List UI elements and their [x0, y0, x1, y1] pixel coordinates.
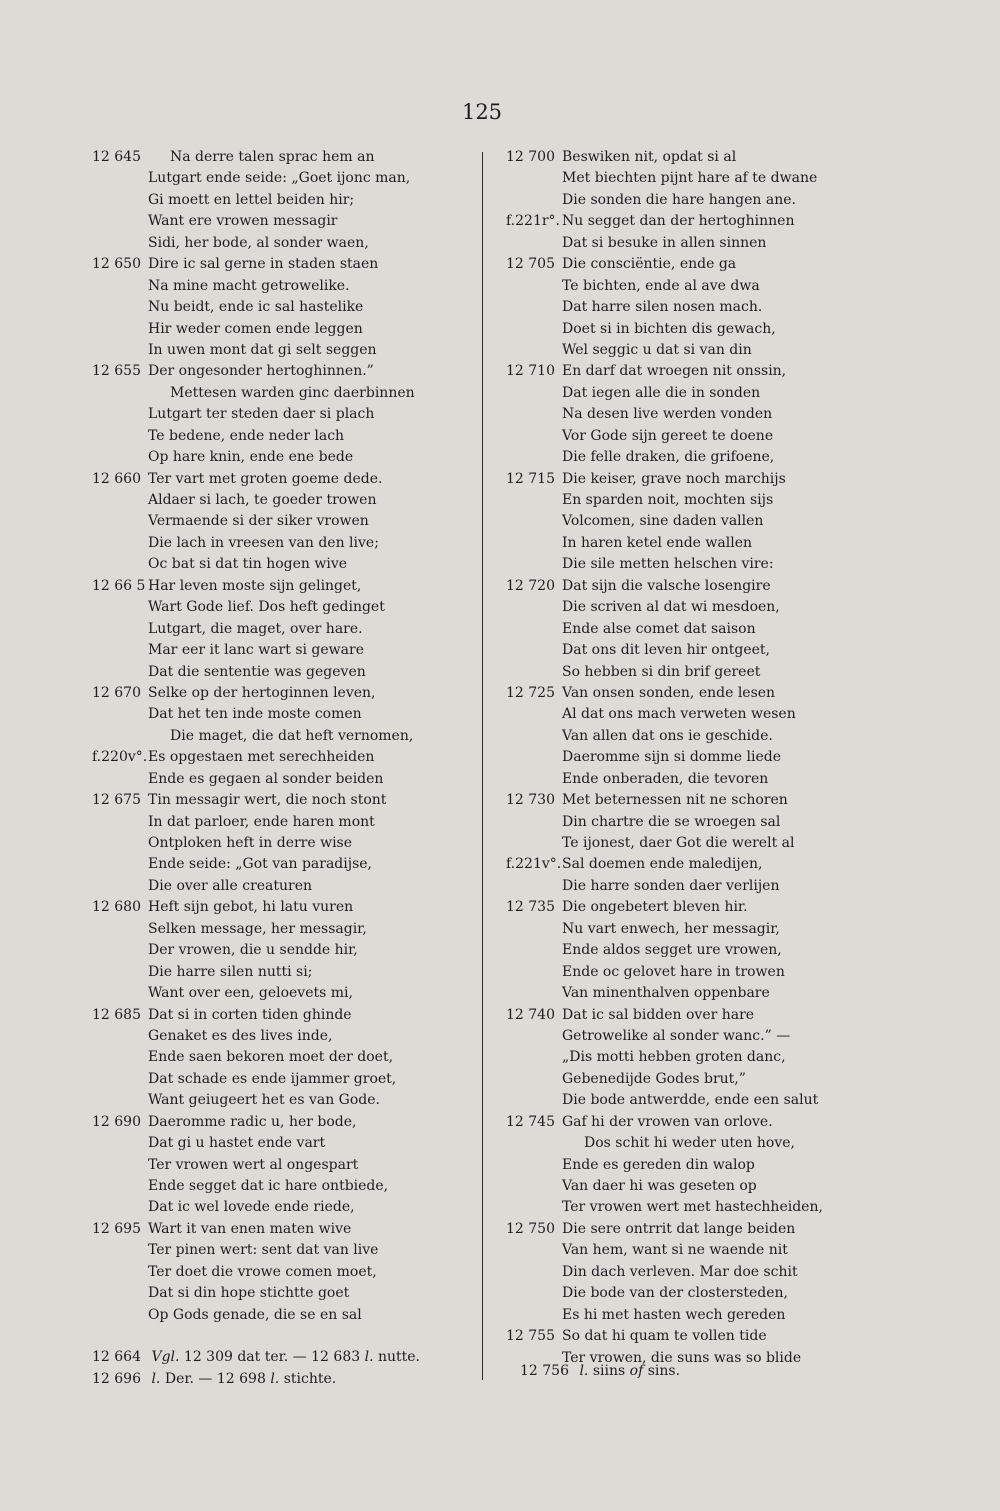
verse-text: Gi moett en lettel beiden hir;: [148, 191, 355, 208]
verse-line: [506, 1026, 926, 1047]
verse-line: [92, 704, 477, 725]
verse-line: [92, 854, 477, 875]
verse-line: [92, 233, 477, 254]
verse-text: Dat si din hope stichtte goet: [148, 1285, 350, 1302]
verse-line: [92, 254, 477, 275]
verse-line: [92, 1197, 477, 1218]
verse-line: [506, 854, 926, 875]
verse-line: [92, 983, 477, 1004]
verse-text: Die maget, die dat heft vernomen,: [170, 727, 414, 744]
verse-line: [506, 1197, 926, 1218]
verse-line: [506, 254, 926, 275]
verse-text: Al dat ons mach verweten wesen: [562, 706, 796, 723]
verse-text: Van allen dat ons ie geschide.: [562, 727, 773, 744]
verse-line: [506, 662, 926, 683]
verse-line: [92, 1133, 477, 1154]
verse-line: [92, 876, 477, 897]
verse-text: Nu segget dan der hertoghinnen: [562, 213, 795, 230]
footnote-ref: 12 756: [520, 1363, 569, 1379]
verse-line: [506, 1283, 926, 1304]
verse-text: Die harre silen nutti si;: [148, 963, 313, 980]
footnote-abbr: l.: [364, 1349, 374, 1365]
verse-line: [92, 619, 477, 640]
verse-text: Ende segget dat ic hare ontbiede,: [148, 1178, 389, 1194]
verse-line: [506, 1112, 926, 1133]
footnotes-left: [92, 1346, 420, 1390]
verse-text: Ter vrowen wert met hastechheiden,: [562, 1199, 823, 1216]
verse-line: [506, 683, 926, 704]
verse-line: [92, 426, 477, 447]
verse-text: Die lach in vreesen van den live;: [148, 534, 379, 551]
verse-text: Die bode van der clostersteden,: [562, 1285, 788, 1302]
verse-line: [506, 1133, 926, 1154]
verse-line: [92, 683, 477, 704]
verse-line: [506, 619, 926, 640]
line-number: 12 725: [506, 684, 555, 701]
verse-text: Ontploken heft in derre wise: [148, 835, 353, 851]
verse-text: Nu vart enwech, her messagir,: [562, 920, 780, 937]
verse-line: [506, 147, 926, 168]
verse-text: Aldaer si lach, te goeder trowen: [148, 492, 377, 508]
verse-line: [506, 233, 926, 254]
verse-line: [506, 940, 926, 961]
verse-text: Selke op der hertoginnen leven,: [148, 684, 376, 701]
verse-text: Dat harre silen nosen mach.: [562, 299, 763, 316]
verse-text: En darf dat wroegen nit onssin,: [562, 363, 787, 380]
verse-text: Op hare knin, ende ene bede: [148, 449, 354, 466]
verse-line: [506, 1047, 926, 1068]
verse-text: Dat die sententie was gegeven: [148, 663, 366, 680]
footnote-abbr: Vgl.: [151, 1349, 180, 1365]
verse-text: In haren ketel ende wallen: [562, 534, 752, 551]
verse-line: [92, 511, 477, 532]
verse-text: Van onsen sonden, ende lesen: [562, 684, 776, 701]
footnote: [92, 1346, 420, 1368]
verse-text: Van minenthalven oppenbare: [562, 985, 770, 1002]
verse-line: [506, 640, 926, 661]
verse-text: Dat het ten inde moste comen: [148, 706, 362, 723]
page-number: 125: [461, 100, 503, 124]
verse-text: Dat si besuke in allen sinnen: [562, 234, 767, 251]
verse-text: Ende aldos segget ure vrowen,: [562, 942, 782, 959]
verse-line: [506, 962, 926, 983]
verse-line: [92, 962, 477, 983]
line-number: 12 670: [92, 684, 141, 701]
verse-line: [506, 361, 926, 382]
verse-text: Tin messagir wert, die noch stont: [148, 792, 387, 809]
verse-text: Wart Gode lief. Dos heft gedinget: [148, 599, 385, 616]
verse-text: Lutgart ter steden daer si plach: [148, 406, 375, 423]
verse-text: Want geiugeert het es van Gode.: [148, 1092, 380, 1109]
verse-line: [506, 447, 926, 468]
verse-text: Die consciëntie, ende ga: [562, 256, 737, 273]
verse-text: Ende seide: „Got van paradijse,: [148, 856, 373, 873]
verse-text: Lutgart ende seide: „Goet ijonc man,: [148, 170, 411, 187]
verse-text: Dat schade es ende ijammer groet,: [148, 1070, 397, 1087]
verse-text: Dat si in corten tiden ghinde: [148, 1006, 352, 1023]
line-number: 12 650: [92, 256, 141, 273]
verse-text: Nu beidt, ende ic sal hastelike: [148, 299, 364, 316]
verse-text: „Dis motti hebben groten danc,: [562, 1049, 786, 1066]
verse-line: [92, 490, 477, 511]
line-number: 12 645: [92, 149, 141, 165]
verse-line: [506, 1240, 926, 1261]
verse-line: [92, 469, 477, 490]
verse-text: Sal doemen ende maledijen,: [562, 856, 763, 873]
line-number: 12 745: [506, 1113, 555, 1130]
verse-line: [92, 576, 477, 597]
verse-text: Dat gi u hastet ende vart: [148, 1135, 326, 1152]
verse-text: Dat ic wel lovede ende riede,: [148, 1199, 355, 1216]
verse-text: Na desen live werden vonden: [562, 406, 773, 423]
verse-line: [506, 276, 926, 297]
verse-line: [506, 576, 926, 597]
verse-line: [506, 1155, 926, 1176]
line-number: 12 660: [92, 470, 141, 487]
footnote-abbr: l.: [151, 1371, 161, 1387]
verse-line: [506, 876, 926, 897]
verse-line: [92, 1176, 477, 1197]
verse-text: Mettesen warden ginc daerbinnen: [170, 384, 415, 401]
verse-text: So dat hi quam te vollen tide: [562, 1328, 767, 1345]
verse-text: Wel seggic u dat si van din: [562, 341, 752, 358]
verse-text: Gebenedijde Godes brut,”: [562, 1070, 746, 1087]
verse-line: [506, 168, 926, 189]
verse-text: Dat ons dit leven hir ontgeet,: [562, 642, 770, 659]
verse-text: Die ongebetert bleven hir.: [562, 899, 748, 916]
verse-text: Der ongesonder hertoghinnen.”: [148, 363, 374, 380]
verse-line: [92, 554, 477, 575]
line-number: 12 755: [506, 1328, 555, 1345]
column-divider: [482, 152, 483, 1380]
verse-line: [92, 276, 477, 297]
verse-text: Volcomen, sine daden vallen: [562, 513, 764, 530]
verse-text: Die over alle creaturen: [148, 877, 313, 894]
verse-text: Mar eer it lanc wart si geware: [148, 642, 364, 659]
verse-text: Na mine macht getrowelike.: [148, 277, 350, 294]
verse-line: [92, 1112, 477, 1133]
verse-text: Daeromme sijn si domme liede: [562, 749, 782, 766]
verse-text: So hebben si din brif gereet: [562, 663, 761, 680]
verse-line: [92, 662, 477, 683]
line-number: 12 685: [92, 1006, 141, 1023]
right-column: [506, 147, 926, 1369]
footnote: [520, 1360, 680, 1382]
verse-line: [92, 533, 477, 554]
verse-text: Vor Gode sijn gereet te doene: [562, 427, 774, 444]
verse-line: [506, 490, 926, 511]
verse-text: Die sonden die hare hangen ane.: [562, 191, 796, 208]
verse-line: [92, 769, 477, 790]
line-number: 12 690: [92, 1113, 141, 1130]
footnote-ref: 12 664: [92, 1349, 141, 1365]
verse-line: [506, 1326, 926, 1347]
verse-text: Dos schit hi weder uten hove,: [584, 1135, 795, 1152]
verse-text: Die scriven al dat wi mesdoen,: [562, 599, 780, 616]
verse-text: Oc bat si dat tin hogen wive: [148, 556, 348, 573]
verse-text: Van hem, want si ne waende nit: [562, 1242, 788, 1259]
verse-text: Dat iegen alle die in sonden: [562, 384, 761, 401]
verse-text: Getrowelike al sonder wanc.” —: [562, 1027, 791, 1044]
line-number: 12 750: [506, 1220, 555, 1237]
verse-line: [92, 1026, 477, 1047]
footnote-text: nutte.: [377, 1349, 421, 1365]
verse-line: [506, 726, 926, 747]
verse-text: Die harre sonden daer verlijen: [562, 877, 780, 894]
verse-line: [506, 790, 926, 811]
verse-text: Die keiser, grave noch marchijs: [562, 470, 786, 487]
verse-line: [506, 319, 926, 340]
verse-text: Ter vrowen, die suns was so blide: [562, 1349, 802, 1366]
footnote-abbr: l.: [270, 1371, 280, 1387]
verse-line: [92, 1283, 477, 1304]
verse-text: Die sile metten helschen vire:: [562, 556, 774, 573]
verse-text: Beswiken nit, opdat si al: [562, 149, 737, 165]
verse-line: [92, 833, 477, 854]
verse-text: Op Gods genade, die se en sal: [148, 1306, 362, 1323]
verse-line: [92, 1005, 477, 1026]
verse-text: Ende es gereden din walop: [562, 1156, 755, 1173]
verse-line: [92, 597, 477, 618]
verse-line: [92, 361, 477, 382]
verse-text: Ter vrowen wert al ongespart: [148, 1156, 359, 1173]
verse-line: [506, 383, 926, 404]
verse-line: [92, 897, 477, 918]
verse-text: Genaket es des lives inde,: [148, 1027, 333, 1044]
verse-line: [92, 1047, 477, 1068]
verse-line: [506, 1219, 926, 1240]
verse-text: Ende saen bekoren moet der doet,: [148, 1049, 394, 1066]
verse-line: [506, 1069, 926, 1090]
footnote-abbr: l.: [579, 1363, 589, 1379]
verse-line: [506, 1005, 926, 1026]
verse-line: [92, 340, 477, 361]
verse-text: Heft sijn gebot, hi latu vuren: [148, 899, 354, 916]
footnote: [92, 1368, 420, 1390]
verse-line: [92, 1305, 477, 1326]
verse-line: [506, 211, 926, 232]
verse-text: Want over een, geloevets mi,: [148, 985, 353, 1002]
footnote-text: 12 309 dat ter. — 12 683: [183, 1349, 361, 1365]
verse-line: [92, 940, 477, 961]
line-number: 12 720: [506, 577, 555, 594]
verse-line: [92, 447, 477, 468]
verse-text: Dat sijn die valsche losengire: [562, 577, 771, 594]
verse-text: Ende es gegaen al sonder beiden: [148, 770, 384, 787]
verse-line: [92, 168, 477, 189]
line-number: 12 695: [92, 1220, 141, 1237]
verse-text: Sidi, her bode, al sonder waen,: [148, 234, 369, 251]
line-number: f.221r°.: [506, 213, 560, 230]
verse-text: Din chartre die se wroegen sal: [562, 813, 781, 830]
verse-text: Te bichten, ende al ave dwa: [562, 277, 760, 294]
verse-text: En sparden noit, mochten sijs: [562, 492, 774, 508]
verse-line: [506, 897, 926, 918]
verse-text: Gaf hi der vrowen van orlove.: [562, 1113, 773, 1130]
line-number: 12 735: [506, 899, 555, 916]
line-number: 12 675: [92, 792, 141, 809]
verse-text: Selken message, her messagir,: [148, 920, 367, 937]
verse-text: Ter vart met groten goeme dede.: [148, 470, 383, 487]
verse-text: Doet si in bichten dis gewach,: [562, 320, 776, 337]
verse-line: [92, 1069, 477, 1090]
verse-line: [506, 426, 926, 447]
verse-text: Die sere ontrrit dat lange beiden: [562, 1220, 796, 1237]
verse-line: [506, 190, 926, 211]
verse-text: Met beternessen nit ne schoren: [562, 792, 788, 809]
line-number: 12 705: [506, 256, 555, 273]
verse-line: [92, 1262, 477, 1283]
verse-text: Dat ic sal bidden over hare: [562, 1006, 755, 1023]
line-number: 12 680: [92, 899, 141, 916]
verse-line: [92, 297, 477, 318]
verse-line: [92, 747, 477, 768]
line-number: f.221v°.: [506, 856, 562, 873]
verse-text: Die bode antwerdde, ende een salut: [562, 1092, 819, 1109]
verse-line: [92, 1155, 477, 1176]
verse-line: [92, 211, 477, 232]
verse-line: [92, 404, 477, 425]
verse-line: [506, 404, 926, 425]
footnote-ref: 12 696: [92, 1371, 141, 1387]
verse-line: [506, 833, 926, 854]
verse-text: Dire ic sal gerne in staden staen: [148, 256, 379, 273]
verse-text: Der vrowen, die u sendde hir,: [148, 942, 358, 959]
verse-line: [506, 983, 926, 1004]
verse-text: In dat parloer, ende haren mont: [148, 813, 375, 830]
verse-text: Na derre talen sprac hem an: [170, 149, 375, 165]
verse-text: Lutgart, die maget, over hare.: [148, 620, 363, 637]
line-number: 12 710: [506, 363, 555, 380]
verse-line: [506, 747, 926, 768]
verse-text: Ende alse comet dat saison: [562, 620, 756, 637]
verse-line: [92, 1240, 477, 1261]
verse-text: Es opgestaen met serechheiden: [148, 749, 375, 766]
verse-line: [506, 469, 926, 490]
verse-line: [506, 812, 926, 833]
verse-text: Te bedene, ende neder lach: [148, 427, 345, 444]
verse-line: [92, 147, 477, 168]
line-number: 12 740: [506, 1006, 555, 1023]
verse-line: [92, 919, 477, 940]
verse-text: Met biechten pijnt hare af te dwane: [562, 170, 818, 187]
verse-line: [92, 383, 477, 404]
verse-line: [92, 726, 477, 747]
footnote-text: Der. — 12 698: [164, 1371, 266, 1387]
verse-line: [506, 1305, 926, 1326]
verse-text: Hir weder comen ende leggen: [148, 320, 363, 337]
verse-text: Es hi met hasten wech gereden: [562, 1306, 786, 1323]
verse-line: [92, 319, 477, 340]
verse-line: [506, 554, 926, 575]
line-number: 12 715: [506, 470, 555, 487]
verse-line: [506, 769, 926, 790]
line-number: 12 730: [506, 792, 555, 809]
verse-line: [506, 297, 926, 318]
left-column: [92, 147, 477, 1326]
verse-text: Van daer hi was geseten op: [562, 1178, 757, 1194]
verse-line: [92, 1090, 477, 1111]
footnote-text: siins: [592, 1363, 626, 1379]
verse-text: Wart it van enen maten wive: [148, 1220, 352, 1237]
line-number: 12 655: [92, 363, 141, 380]
verse-line: [506, 919, 926, 940]
verse-line: [506, 1262, 926, 1283]
line-number: 12 66 5: [92, 577, 146, 594]
verse-line: [506, 340, 926, 361]
verse-text: Ter doet die vrowe comen moet,: [148, 1263, 377, 1280]
verse-line: [506, 1176, 926, 1197]
verse-text: Din dach verleven. Mar doe schit: [562, 1263, 798, 1280]
verse-line: [506, 1090, 926, 1111]
verse-text: Die felle draken, die grifoene,: [562, 449, 775, 466]
verse-line: [92, 190, 477, 211]
verse-line: [506, 511, 926, 532]
verse-text: Ende onberaden, die tevoren: [562, 770, 769, 787]
verse-text: Ende oc gelovet hare in trowen: [562, 963, 785, 980]
verse-text: In uwen mont dat gi selt seggen: [148, 341, 377, 358]
verse-line: [92, 812, 477, 833]
line-number: f.220v°.: [92, 749, 148, 766]
verse-line: [92, 640, 477, 661]
verse-text: Want ere vrowen messagir: [148, 213, 338, 230]
verse-text: Har leven moste sijn gelinget,: [148, 577, 362, 594]
verse-text: Ter pinen wert: sent dat van live: [148, 1242, 379, 1259]
verse-line: [92, 790, 477, 811]
verse-text: Vermaende si der siker vrowen: [148, 513, 369, 530]
footnote-text: stichte.: [283, 1371, 337, 1387]
verse-line: [506, 533, 926, 554]
verse-text: Te ijonest, daer Got die werelt al: [562, 835, 795, 851]
verse-line: [506, 597, 926, 618]
verse-text: Daeromme radic u, her bode,: [148, 1113, 357, 1130]
footnote-text: sins.: [647, 1363, 681, 1379]
verse-line: [92, 1219, 477, 1240]
footnotes-right: [520, 1360, 680, 1382]
line-number: 12 700: [506, 149, 555, 165]
footnote-abbr: of: [629, 1363, 644, 1379]
verse-line: [506, 704, 926, 725]
